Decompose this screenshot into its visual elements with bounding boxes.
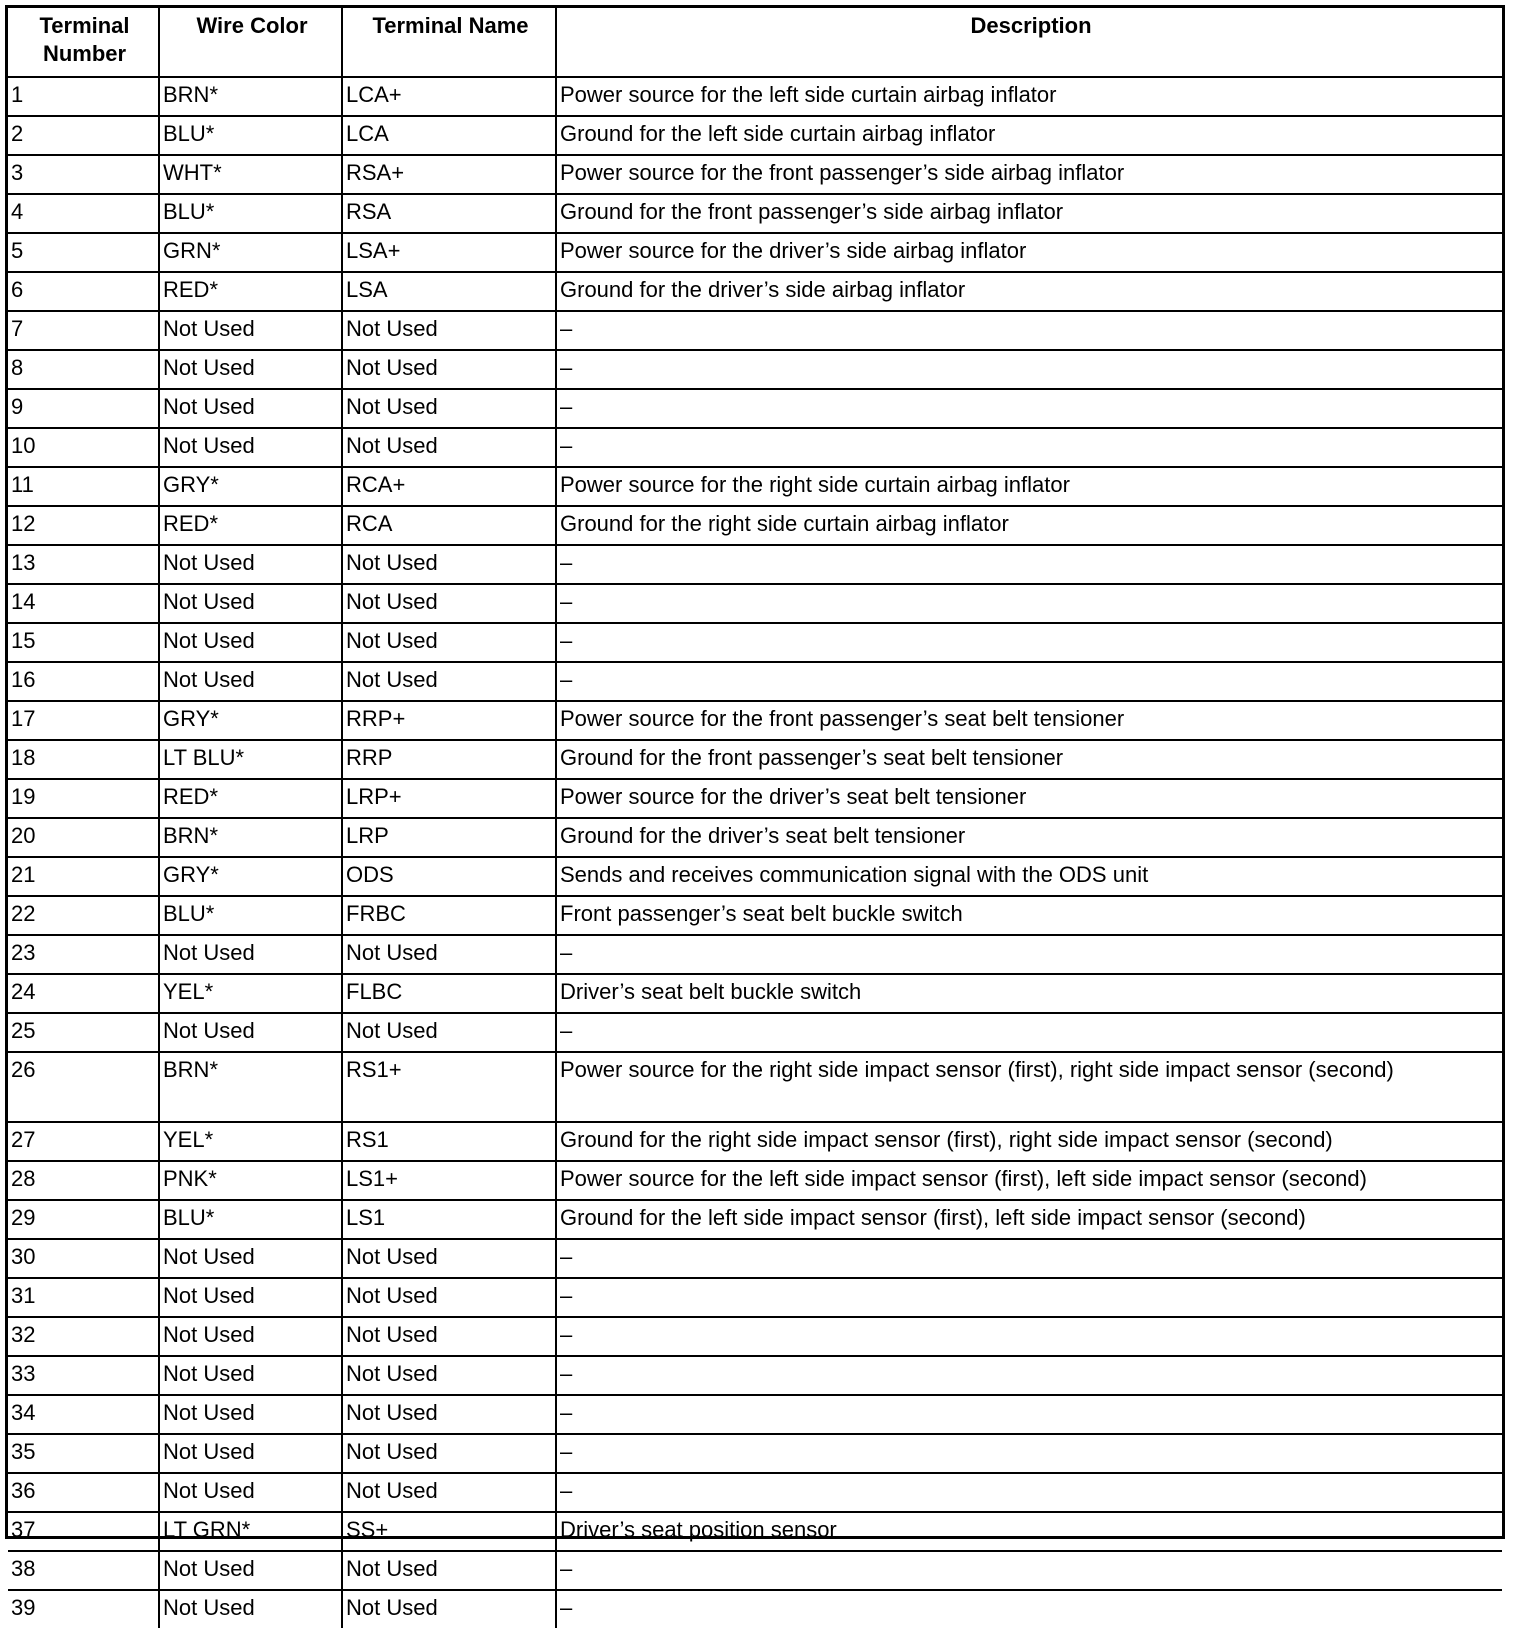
cell-terminal-name: RCA xyxy=(342,506,556,545)
cell-terminal-number: 34 xyxy=(8,1395,159,1434)
cell-description: – xyxy=(556,1434,1502,1473)
cell-description: Power source for the left side impact sensor (first), left side impact sensor (second) xyxy=(556,1161,1502,1200)
cell-terminal-number: 23 xyxy=(8,935,159,974)
cell-terminal-name: Not Used xyxy=(342,1395,556,1434)
cell-wire-color: Not Used xyxy=(159,1590,342,1628)
cell-description: – xyxy=(556,1278,1502,1317)
cell-terminal-name: Not Used xyxy=(342,1317,556,1356)
cell-description: – xyxy=(556,1317,1502,1356)
cell-description: – xyxy=(556,389,1502,428)
cell-terminal-name: LSA+ xyxy=(342,233,556,272)
cell-wire-color: GRY* xyxy=(159,857,342,896)
table-row xyxy=(8,701,1502,740)
table-row xyxy=(8,1473,1502,1512)
cell-description: Driver’s seat position sensor xyxy=(556,1512,1502,1551)
cell-description: Power source for the right side curtain airbag inflator xyxy=(556,467,1502,506)
cell-terminal-number: 8 xyxy=(8,350,159,389)
cell-description: – xyxy=(556,935,1502,974)
cell-terminal-number: 2 xyxy=(8,116,159,155)
cell-wire-color: RED* xyxy=(159,506,342,545)
cell-wire-color: Not Used xyxy=(159,1473,342,1512)
table-row xyxy=(8,1052,1502,1122)
cell-terminal-name: Not Used xyxy=(342,311,556,350)
cell-wire-color: Not Used xyxy=(159,1278,342,1317)
cell-description: – xyxy=(556,350,1502,389)
cell-description: – xyxy=(556,662,1502,701)
cell-wire-color: Not Used xyxy=(159,584,342,623)
cell-terminal-number: 10 xyxy=(8,428,159,467)
cell-terminal-number: 7 xyxy=(8,311,159,350)
cell-terminal-name: RSA+ xyxy=(342,155,556,194)
cell-terminal-name: Not Used xyxy=(342,584,556,623)
cell-wire-color: Not Used xyxy=(159,389,342,428)
table-row xyxy=(8,623,1502,662)
cell-wire-color: Not Used xyxy=(159,1434,342,1473)
cell-terminal-name: Not Used xyxy=(342,1473,556,1512)
table-row xyxy=(8,1590,1502,1628)
cell-description: – xyxy=(556,623,1502,662)
table-row xyxy=(8,662,1502,701)
cell-terminal-number: 30 xyxy=(8,1239,159,1278)
cell-wire-color: BRN* xyxy=(159,818,342,857)
cell-wire-color: Not Used xyxy=(159,1317,342,1356)
cell-wire-color: Not Used xyxy=(159,662,342,701)
cell-wire-color: Not Used xyxy=(159,1356,342,1395)
cell-terminal-number: 16 xyxy=(8,662,159,701)
table-row xyxy=(8,935,1502,974)
cell-terminal-name: Not Used xyxy=(342,1434,556,1473)
cell-terminal-number: 28 xyxy=(8,1161,159,1200)
terminal-table-frame xyxy=(5,5,1505,1620)
cell-terminal-name: Not Used xyxy=(342,1551,556,1590)
cell-terminal-number: 19 xyxy=(8,779,159,818)
cell-wire-color: GRN* xyxy=(159,233,342,272)
table-row xyxy=(8,740,1502,779)
cell-wire-color: Not Used xyxy=(159,350,342,389)
cell-terminal-number: 12 xyxy=(8,506,159,545)
cell-terminal-number: 24 xyxy=(8,974,159,1013)
cell-wire-color: Not Used xyxy=(159,428,342,467)
cell-wire-color: YEL* xyxy=(159,974,342,1013)
cell-wire-color: GRY* xyxy=(159,701,342,740)
cell-wire-color: LT BLU* xyxy=(159,740,342,779)
table-row xyxy=(8,77,1502,116)
cell-terminal-number: 35 xyxy=(8,1434,159,1473)
cell-description: Ground for the left side impact sensor (first), left side impact sensor (second) xyxy=(556,1200,1502,1239)
cell-description: Sends and receives communication signal with the ODS unit xyxy=(556,857,1502,896)
table-row xyxy=(8,1278,1502,1317)
cell-description: – xyxy=(556,1473,1502,1512)
cell-description: Ground for the front passenger’s side airbag inflator xyxy=(556,194,1502,233)
cell-terminal-number: 37 xyxy=(8,1512,159,1551)
cell-terminal-number: 22 xyxy=(8,896,159,935)
table-row xyxy=(8,818,1502,857)
cell-terminal-number: 20 xyxy=(8,818,159,857)
cell-terminal-number: 5 xyxy=(8,233,159,272)
header-terminal-number: Terminal Number xyxy=(8,8,159,77)
cell-terminal-number: 15 xyxy=(8,623,159,662)
cell-terminal-number: 29 xyxy=(8,1200,159,1239)
table-row xyxy=(8,779,1502,818)
cell-description: Power source for the front passenger’s side airbag inflator xyxy=(556,155,1502,194)
cell-description: Power source for the front passenger’s seat belt tensioner xyxy=(556,701,1502,740)
cell-terminal-number: 3 xyxy=(8,155,159,194)
cell-terminal-number: 32 xyxy=(8,1317,159,1356)
terminal-table xyxy=(8,8,1502,1628)
table-row xyxy=(8,857,1502,896)
table-row xyxy=(8,350,1502,389)
cell-description: Driver’s seat belt buckle switch xyxy=(556,974,1502,1013)
cell-description: – xyxy=(556,1356,1502,1395)
table-row xyxy=(8,116,1502,155)
table-row xyxy=(8,506,1502,545)
cell-terminal-number: 18 xyxy=(8,740,159,779)
cell-description: Power source for the driver’s seat belt tensioner xyxy=(556,779,1502,818)
cell-wire-color: Not Used xyxy=(159,1013,342,1052)
table-row xyxy=(8,545,1502,584)
cell-terminal-name: RS1+ xyxy=(342,1052,556,1122)
header-description: Description xyxy=(556,8,1502,77)
table-row xyxy=(8,467,1502,506)
cell-wire-color: Not Used xyxy=(159,545,342,584)
table-row xyxy=(8,428,1502,467)
table-row xyxy=(8,1200,1502,1239)
table-row xyxy=(8,155,1502,194)
cell-wire-color: BRN* xyxy=(159,1052,342,1122)
cell-terminal-name: RS1 xyxy=(342,1122,556,1161)
cell-wire-color: Not Used xyxy=(159,935,342,974)
cell-terminal-number: 6 xyxy=(8,272,159,311)
cell-terminal-number: 36 xyxy=(8,1473,159,1512)
cell-terminal-number: 17 xyxy=(8,701,159,740)
cell-terminal-name: Not Used xyxy=(342,935,556,974)
cell-terminal-name: Not Used xyxy=(342,1278,556,1317)
cell-wire-color: LT GRN* xyxy=(159,1512,342,1551)
table-row xyxy=(8,1434,1502,1473)
cell-description: – xyxy=(556,1395,1502,1434)
cell-terminal-name: Not Used xyxy=(342,350,556,389)
cell-description: Ground for the driver’s seat belt tensioner xyxy=(556,818,1502,857)
cell-terminal-name: RCA+ xyxy=(342,467,556,506)
cell-description: Ground for the left side curtain airbag inflator xyxy=(556,116,1502,155)
cell-description: Ground for the front passenger’s seat belt tensioner xyxy=(556,740,1502,779)
table-row xyxy=(8,1239,1502,1278)
header-wire-color: Wire Color xyxy=(159,8,342,77)
cell-description: – xyxy=(556,311,1502,350)
cell-terminal-name: LRP+ xyxy=(342,779,556,818)
cell-terminal-number: 39 xyxy=(8,1590,159,1628)
table-row xyxy=(8,272,1502,311)
cell-wire-color: RED* xyxy=(159,272,342,311)
cell-description: Ground for the right side curtain airbag inflator xyxy=(556,506,1502,545)
cell-description: – xyxy=(556,1551,1502,1590)
cell-wire-color: YEL* xyxy=(159,1122,342,1161)
table-row xyxy=(8,1395,1502,1434)
table-row xyxy=(8,1122,1502,1161)
cell-terminal-number: 31 xyxy=(8,1278,159,1317)
cell-terminal-name: LCA xyxy=(342,116,556,155)
cell-terminal-name: Not Used xyxy=(342,1590,556,1628)
cell-description: – xyxy=(556,1239,1502,1278)
cell-terminal-name: RRP xyxy=(342,740,556,779)
cell-description: Ground for the driver’s side airbag inflator xyxy=(556,272,1502,311)
cell-terminal-name: LS1 xyxy=(342,1200,556,1239)
cell-terminal-name: Not Used xyxy=(342,428,556,467)
cell-terminal-number: 4 xyxy=(8,194,159,233)
cell-terminal-number: 21 xyxy=(8,857,159,896)
cell-wire-color: BLU* xyxy=(159,116,342,155)
table-row xyxy=(8,389,1502,428)
cell-description: Ground for the right side impact sensor (first), right side impact sensor (second) xyxy=(556,1122,1502,1161)
cell-terminal-number: 38 xyxy=(8,1551,159,1590)
table-row xyxy=(8,1317,1502,1356)
cell-terminal-number: 1 xyxy=(8,77,159,116)
cell-terminal-number: 26 xyxy=(8,1052,159,1122)
cell-wire-color: BRN* xyxy=(159,77,342,116)
cell-wire-color: PNK* xyxy=(159,1161,342,1200)
cell-wire-color: Not Used xyxy=(159,311,342,350)
cell-description: Front passenger’s seat belt buckle switch xyxy=(556,896,1502,935)
table-row xyxy=(8,194,1502,233)
table-header-row xyxy=(8,8,1502,77)
cell-description: – xyxy=(556,584,1502,623)
cell-description: Power source for the right side impact sensor (first), right side impact sensor (second) xyxy=(556,1052,1502,1122)
cell-terminal-number: 11 xyxy=(8,467,159,506)
table-row xyxy=(8,233,1502,272)
cell-terminal-name: RRP+ xyxy=(342,701,556,740)
cell-description: Power source for the left side curtain airbag inflator xyxy=(556,77,1502,116)
cell-wire-color: Not Used xyxy=(159,1395,342,1434)
cell-terminal-name: Not Used xyxy=(342,623,556,662)
table-row xyxy=(8,974,1502,1013)
table-row xyxy=(8,1551,1502,1590)
header-terminal-name: Terminal Name xyxy=(342,8,556,77)
cell-terminal-name: ODS xyxy=(342,857,556,896)
table-row xyxy=(8,311,1502,350)
cell-terminal-name: Not Used xyxy=(342,545,556,584)
cell-wire-color: BLU* xyxy=(159,194,342,233)
cell-terminal-name: FRBC xyxy=(342,896,556,935)
cell-wire-color: Not Used xyxy=(159,623,342,662)
cell-terminal-number: 33 xyxy=(8,1356,159,1395)
cell-wire-color: RED* xyxy=(159,779,342,818)
cell-terminal-name: LRP xyxy=(342,818,556,857)
cell-wire-color: Not Used xyxy=(159,1239,342,1278)
table-row xyxy=(8,1512,1502,1551)
cell-description: – xyxy=(556,428,1502,467)
table-row xyxy=(8,1161,1502,1200)
cell-terminal-number: 25 xyxy=(8,1013,159,1052)
cell-wire-color: BLU* xyxy=(159,896,342,935)
table-row xyxy=(8,1013,1502,1052)
cell-wire-color: GRY* xyxy=(159,467,342,506)
cell-terminal-number: 9 xyxy=(8,389,159,428)
table-row xyxy=(8,584,1502,623)
cell-terminal-name: FLBC xyxy=(342,974,556,1013)
cell-description: – xyxy=(556,545,1502,584)
cell-terminal-number: 27 xyxy=(8,1122,159,1161)
cell-terminal-name: Not Used xyxy=(342,389,556,428)
cell-terminal-name: LSA xyxy=(342,272,556,311)
cell-terminal-name: RSA xyxy=(342,194,556,233)
cell-terminal-number: 14 xyxy=(8,584,159,623)
cell-terminal-name: Not Used xyxy=(342,1356,556,1395)
cell-terminal-name: Not Used xyxy=(342,662,556,701)
cell-description: Power source for the driver’s side airbag inflator xyxy=(556,233,1502,272)
cell-wire-color: WHT* xyxy=(159,155,342,194)
cell-terminal-number: 13 xyxy=(8,545,159,584)
cell-wire-color: BLU* xyxy=(159,1200,342,1239)
cell-terminal-name: Not Used xyxy=(342,1239,556,1278)
cell-terminal-name: LCA+ xyxy=(342,77,556,116)
table-body xyxy=(8,77,1502,1628)
table-row xyxy=(8,896,1502,935)
cell-description: – xyxy=(556,1013,1502,1052)
cell-terminal-name: Not Used xyxy=(342,1013,556,1052)
cell-wire-color: Not Used xyxy=(159,1551,342,1590)
cell-terminal-name: LS1+ xyxy=(342,1161,556,1200)
cell-terminal-name: SS+ xyxy=(342,1512,556,1551)
table-row xyxy=(8,1356,1502,1395)
cell-description: – xyxy=(556,1590,1502,1628)
